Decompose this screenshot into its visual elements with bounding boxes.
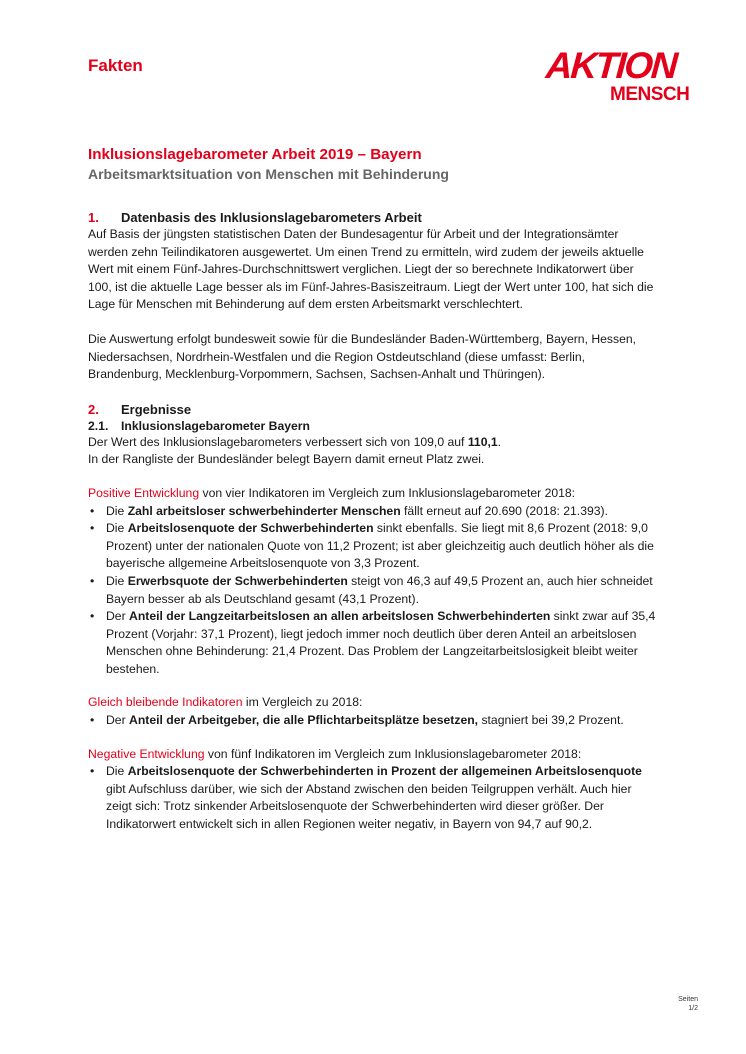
neutral-intro <box>88 694 658 712</box>
section-1-paragraph-2: Die Auswertung erfolgt bundesweit sowie für die Bundesländer Baden-Württemberg, Bayern, Hessen, Niedersachsen, Nordrhein-Westfalen und die Region Ostdeutschland (diese umfasst: Berlin, Brandenburg, Mecklenburg-Vorpommern, Sachsen, Sachsen-Anhalt und Thüringen). <box>88 331 637 382</box>
fakten-label: Fakten <box>88 56 143 75</box>
list-item: • Der Anteil der Langzeitarbeitslosen an allen arbeitslosen Schwerbehinderten sinkt zwar auf 35,4 Prozent (Vorjahr: 37,1 Prozent), liegt jedoch immer noch deutlich über deren Anteil an arbeitslosen Menschen ohne Behinderung: 21,4 Prozent. Das Problem der Langzeitarbeitslosigkeit bleibt weiter bestehen. <box>88 608 658 678</box>
list-item: • Die Erwerbsquote der Schwerbehinderten steigt von 46,3 auf 49,5 Prozent an, auch hier schneidet Bayern besser ab als Deutschland gesamt (43,1 Prozent). <box>88 573 658 608</box>
section-2-1-number: 2.1. <box>88 418 109 433</box>
result-text: Der Wert des Inklusionslagebarometers verbessert sich von 109,0 auf <box>88 434 468 449</box>
neutral-lead: Gleich bleibende Indikatoren <box>88 695 243 710</box>
section-1-paragraph-1: Auf Basis der jüngsten statistischen Daten der Bundesagentur für Arbeit und der Integrationsämter werden zehn Teilindikatoren ausgewertet. Um einen Trend zu ermitteln, wird zudem der jeweils aktuelle Wert mit einem Fünf-Jahres-Durchschnittswert verglichen. Liegt der so berechnete Indikatorwert über 100, ist die aktuelle Lage besser als im Fünf-Jahres-Basiszeitraum. Liegt der Wert unter 100, hat sich die Lage für Menschen mit Behinderung auf dem ersten Arbeitsmarkt verschlechtert. <box>88 227 654 312</box>
result-value: 110,1 <box>467 434 498 449</box>
negative-intro <box>88 746 658 764</box>
section-1-heading <box>88 209 658 226</box>
neutral-list <box>88 712 658 730</box>
result-line-2: In der Rangliste der Bundesländer belegt Bayern damit erneut Platz zwei. <box>88 452 485 467</box>
positive-rest: von vier Indikatoren im Vergleich zum Inklusionslagebarometer 2018: <box>199 485 576 500</box>
list-item: • Die Zahl arbeitsloser schwerbehinderter Menschen fällt erneut auf 20.690 (2018: 21.393). <box>88 503 658 521</box>
result-punct: . <box>497 434 502 449</box>
document-subtitle: Arbeitsmarktsituation von Menschen mit Behinderung <box>88 166 449 182</box>
section-1-number: 1. <box>88 210 99 225</box>
aktion-mensch-logo <box>546 46 704 110</box>
pages-label: Seiten <box>678 996 698 1003</box>
list-item: • Die Arbeitslosenquote der Schwerbehinderten sinkt ebenfalls. Sie liegt mit 8,6 Prozent (2018: 9,0 Prozent) unter der nationalen Quote von 11,2 Prozent; ist aber gleichzeitig auch deutlich höher als die bayerische allgemeine Arbeitslosenquote von 3,3 Prozent. <box>88 520 658 573</box>
document-title: Inklusionslagebarometer Arbeit 2019 – Bayern <box>88 146 422 163</box>
positive-list <box>88 503 658 679</box>
section-1-title: Datenbasis des Inklusionslagebarometers Arbeit <box>121 210 422 225</box>
neutral-rest: im Vergleich zu 2018: <box>242 695 363 710</box>
negative-rest: von fünf Indikatoren im Vergleich zum Inklusionslagebarometer 2018: <box>204 746 582 761</box>
list-item: • Die Arbeitslosenquote der Schwerbehinderten in Prozent der allgemeinen Arbeitslosenquote gibt Aufschluss darüber, wie sich der Abstand zwischen den beiden Teilgruppen verhält. Auch hier zeigt sich: Trotz sinkender Arbeitslosenquote der Schwerbehinderten wird dieser größer. Der Indikatorwert entwickelt sich in allen Regionen weiter negativ, in Bayern von 94,7 auf 90,2. <box>88 763 658 833</box>
section-2-number: 2. <box>88 401 99 417</box>
result-line-1 <box>88 434 658 452</box>
page-footer <box>678 995 698 1013</box>
section-2-heading <box>88 401 658 418</box>
negative-lead: Negative Entwicklung <box>88 746 205 761</box>
positive-intro <box>88 485 658 503</box>
section-2-1-title: Inklusionslagebarometer Bayern <box>121 418 310 433</box>
negative-list <box>88 763 658 833</box>
logo-line-mensch: MENSCH <box>610 84 690 105</box>
positive-lead: Positive Entwicklung <box>88 485 200 500</box>
list-item: • Der Anteil der Arbeitgeber, die alle Pflichtarbeitsplätze besetzen, stagniert bei 39,2 Prozent. <box>88 712 658 730</box>
document-content <box>88 146 658 834</box>
section-2-title: Ergebnisse <box>121 401 192 417</box>
page-number: 1/2 <box>688 1005 698 1012</box>
section-2-1-heading <box>88 418 658 434</box>
logo-line-aktion: AKTION <box>544 45 678 86</box>
